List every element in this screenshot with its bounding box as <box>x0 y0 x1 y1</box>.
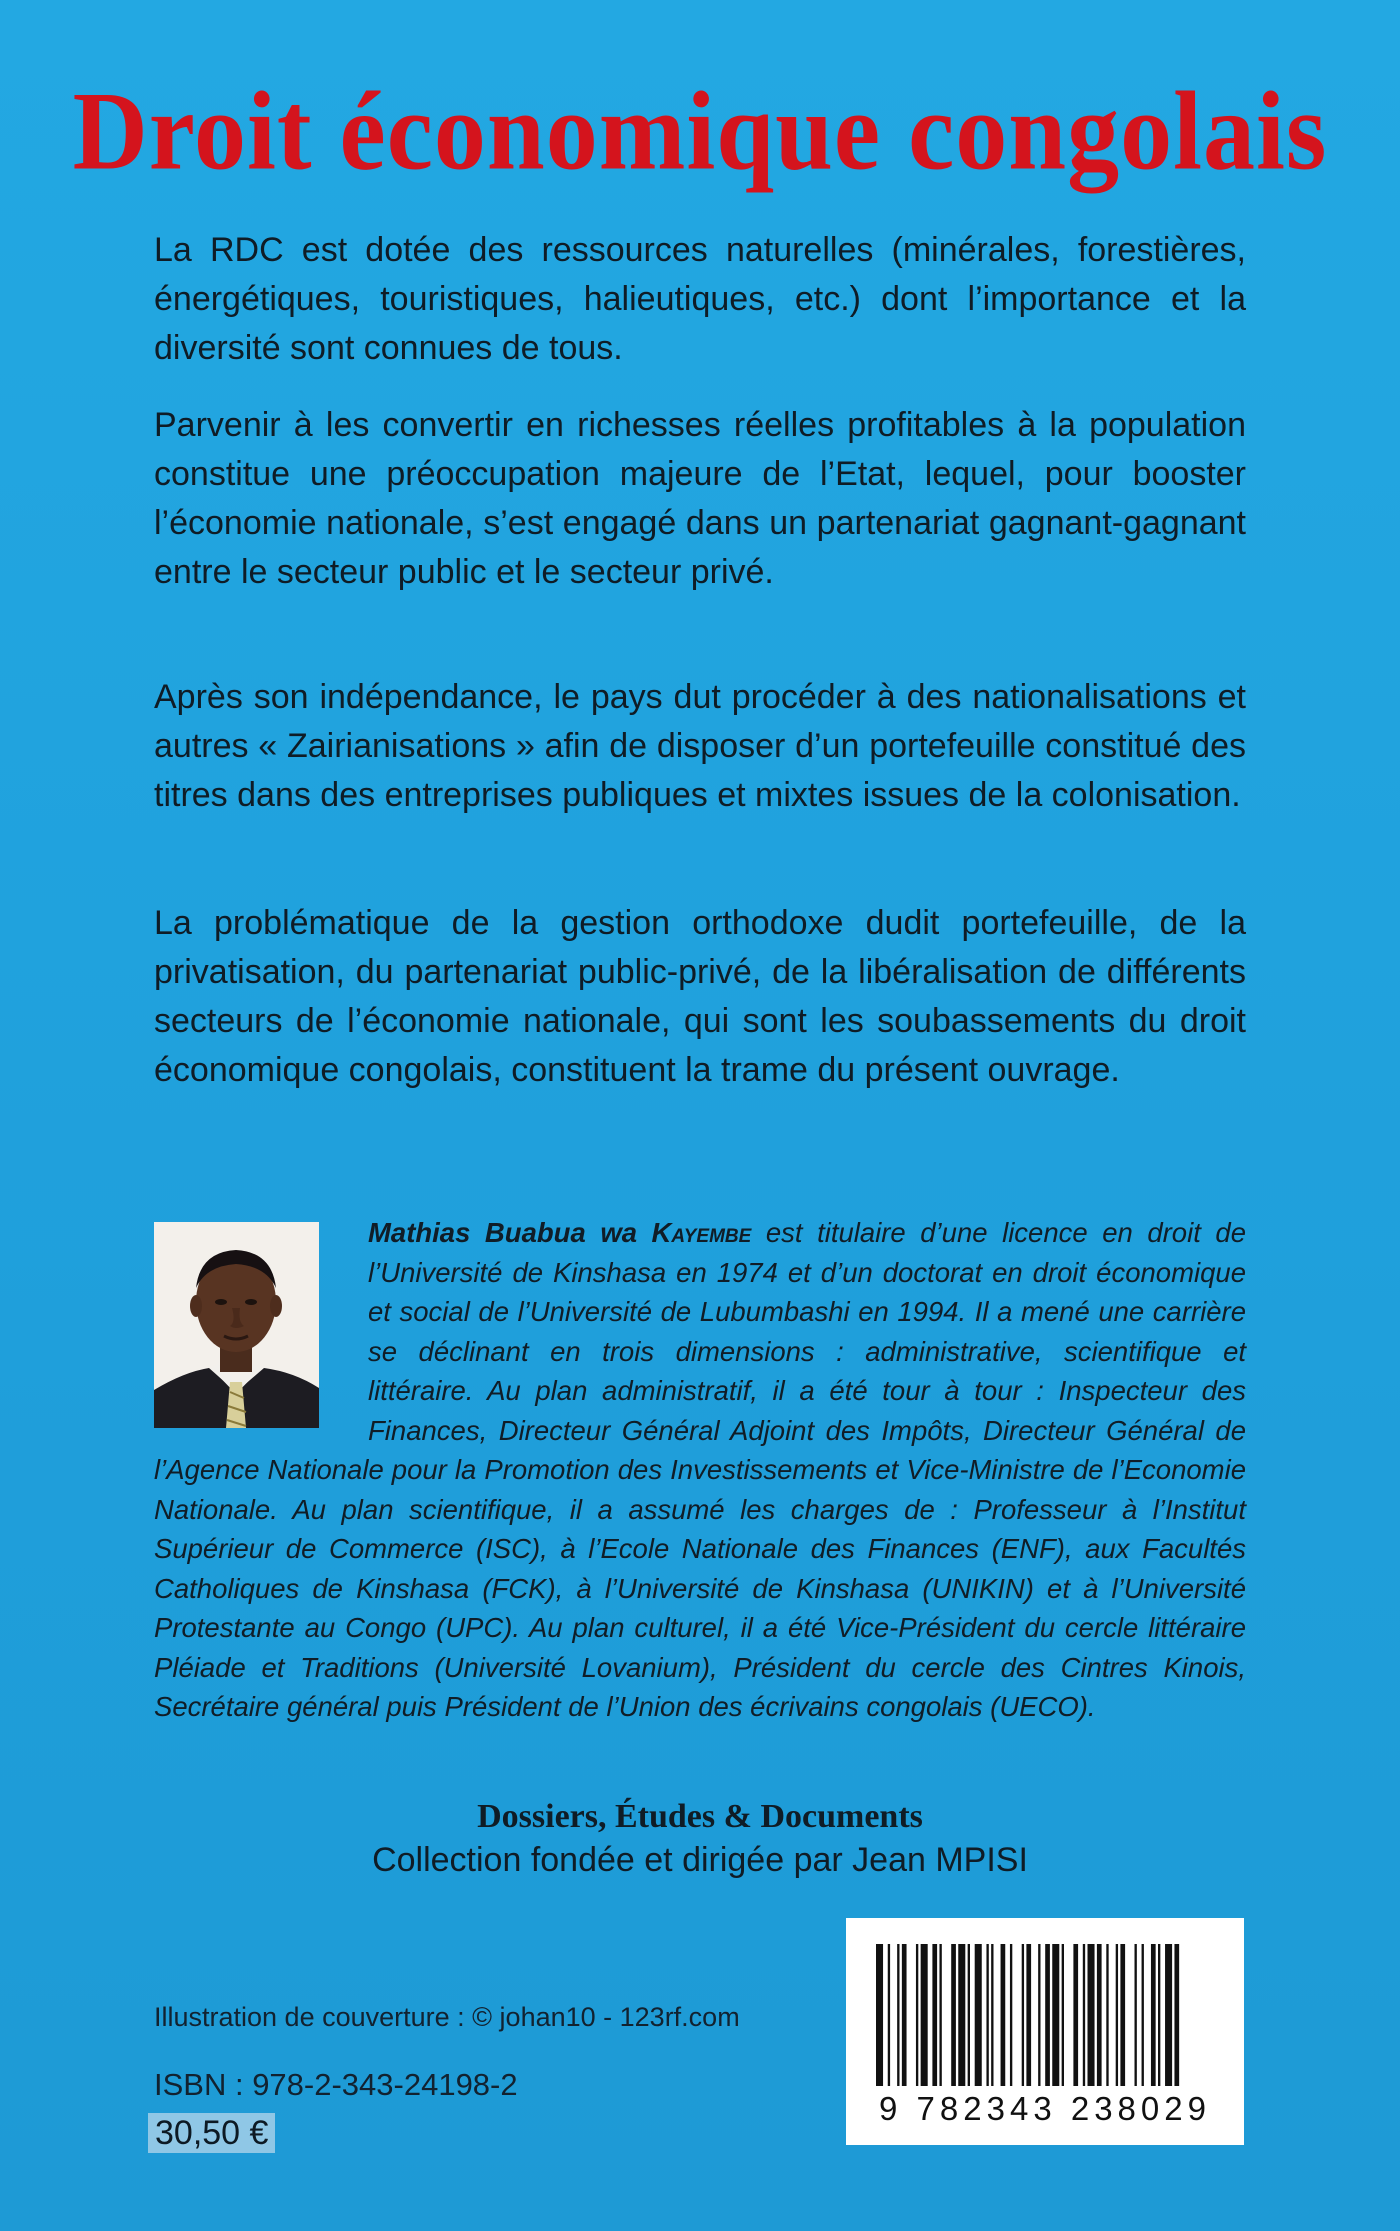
barcode-bar <box>902 1944 907 2086</box>
collection-subtitle: Collection fondée et dirigée par Jean MPISI <box>372 1841 1028 1879</box>
barcode-bar <box>932 1944 937 2086</box>
barcode-bar <box>1116 1944 1118 2086</box>
book-title: Droit économique congolais <box>72 69 1328 194</box>
blurb-paragraph-1 <box>154 226 1246 373</box>
author-surname: Kayembe <box>651 1217 752 1248</box>
author-name: Mathias Buabua wa <box>368 1217 637 1248</box>
barcode-bar <box>1052 1944 1059 2086</box>
barcode-bar <box>1174 1944 1179 2086</box>
blurb-text: La RDC est dotée des ressources naturelles (minérales, forestières, énergétiques, touristiques, halieutiques, etc.) dont l’importance et la diversité sont connues de tous. <box>154 231 1246 367</box>
barcode-bar <box>968 1944 970 2086</box>
barcode-bar <box>1151 1944 1156 2086</box>
isbn: ISBN : 978-2-343-24198-2 <box>154 2067 518 2102</box>
barcode-bar <box>897 1944 899 2086</box>
barcode-bar <box>1083 1944 1085 2086</box>
price: 30,50 € <box>148 2113 275 2153</box>
barcode-bar <box>1135 1944 1137 2086</box>
blurb-paragraph-3 <box>154 673 1246 820</box>
author-bio-text: est titulaire d’une licence en droit de l’Université de Kinshasa en 1974 et d’un doctorat en droit économique et social de l’Université de Lubumbashi en 1994. Il a mené une carrière se déclinant en trois dimensions : administrative, scientifique et littéraire. Au plan administratif, il a été tour à tour : Inspecteur des Finances, Directeur Général Adjoint des Impôts, Directeur Général de l’Agence Nationale pour la Promotion des Investissements et Vice-Ministre de l’Economie Nationale. Au plan scientifique, il a assumé les charges de : Professeur à l’Institut Supérieur de Commerce (ISC), à l’Ecole Nationale des Finances (ENF), aux Facultés Catholiques de Kinshasa (FCK), à l’Université de Kinshasa (UNIKIN) et à l’Université Protestante au Congo (UPC). Au plan culturel, il a été Vice-Président du cercle littéraire Pléiade et Traditions (Université Lovanium), Président du cercle des Cintres Kinois, Secrétaire général puis Président de l’Union des écrivains congolais (UECO). <box>154 1217 1246 1722</box>
blurb-text: La problématique de la gestion orthodoxe dudit portefeuille, de la privatisation, du partenariat public-privé, de la libéralisation de différents secteurs de l’économie nationale, qui sont les soubassements du droit économique congolais, constituent la trame du présent ouvrage. <box>154 904 1246 1089</box>
barcode-bar <box>951 1944 956 2086</box>
barcode-bar <box>1073 1944 1078 2086</box>
blurb-paragraph-2 <box>154 401 1246 597</box>
collection-title: Dossiers, Études & Documents <box>477 1798 923 1835</box>
blurb-text: Après son indépendance, le pays dut procéder à des nationalisations et autres « Zairianisations » afin de disposer d’un portefeuille constitué des titres dans des entreprises publiques et mixtes issues de la colonisation. <box>154 678 1246 814</box>
barcode-bar <box>1120 1944 1125 2086</box>
barcode-bar <box>1106 1944 1108 2086</box>
barcode-bar <box>1062 1944 1064 2086</box>
barcode <box>846 1918 1244 2145</box>
photo-spacer <box>154 1213 368 1440</box>
barcode-bar <box>1158 1944 1160 2086</box>
barcode-bar <box>1010 1944 1012 2086</box>
barcode-bar <box>986 1944 988 2086</box>
blurb-text: Parvenir à les convertir en richesses réelles profitables à la population constitue une préoccupation majeure de l’Etat, lequel, pour booster l’économie nationale, s’est engagé dans un partenariat gagnant-gagnant entre le secteur public et le secteur privé. <box>154 406 1246 591</box>
barcode-bar <box>1088 1944 1095 2086</box>
illustration-credit: Illustration de couverture : © johan10 - 123rf.com <box>154 2002 740 2032</box>
barcode-digits: 9 782343 238029 <box>879 2090 1211 2127</box>
barcode-bar <box>975 1944 982 2086</box>
barcode-bar <box>1097 1944 1102 2086</box>
barcode-bar <box>1045 1944 1050 2086</box>
barcode-bar <box>958 1944 965 2086</box>
barcode-bar <box>1022 1944 1024 2086</box>
barcode-bar <box>876 1944 883 2086</box>
barcode-bar <box>1142 1944 1144 2086</box>
barcode-bar <box>888 1944 890 2086</box>
barcode-bar <box>1026 1944 1031 2086</box>
barcode-bar <box>921 1944 928 2086</box>
blurb-paragraph-4 <box>154 899 1246 1095</box>
author-biography <box>154 1213 1246 1727</box>
barcode-bar <box>1038 1944 1040 2086</box>
barcode-bar <box>1001 1944 1006 2086</box>
barcode-bar <box>916 1944 918 2086</box>
barcode-bar <box>939 1944 941 2086</box>
barcode-bar <box>991 1944 993 2086</box>
barcode-bar <box>1165 1944 1172 2086</box>
